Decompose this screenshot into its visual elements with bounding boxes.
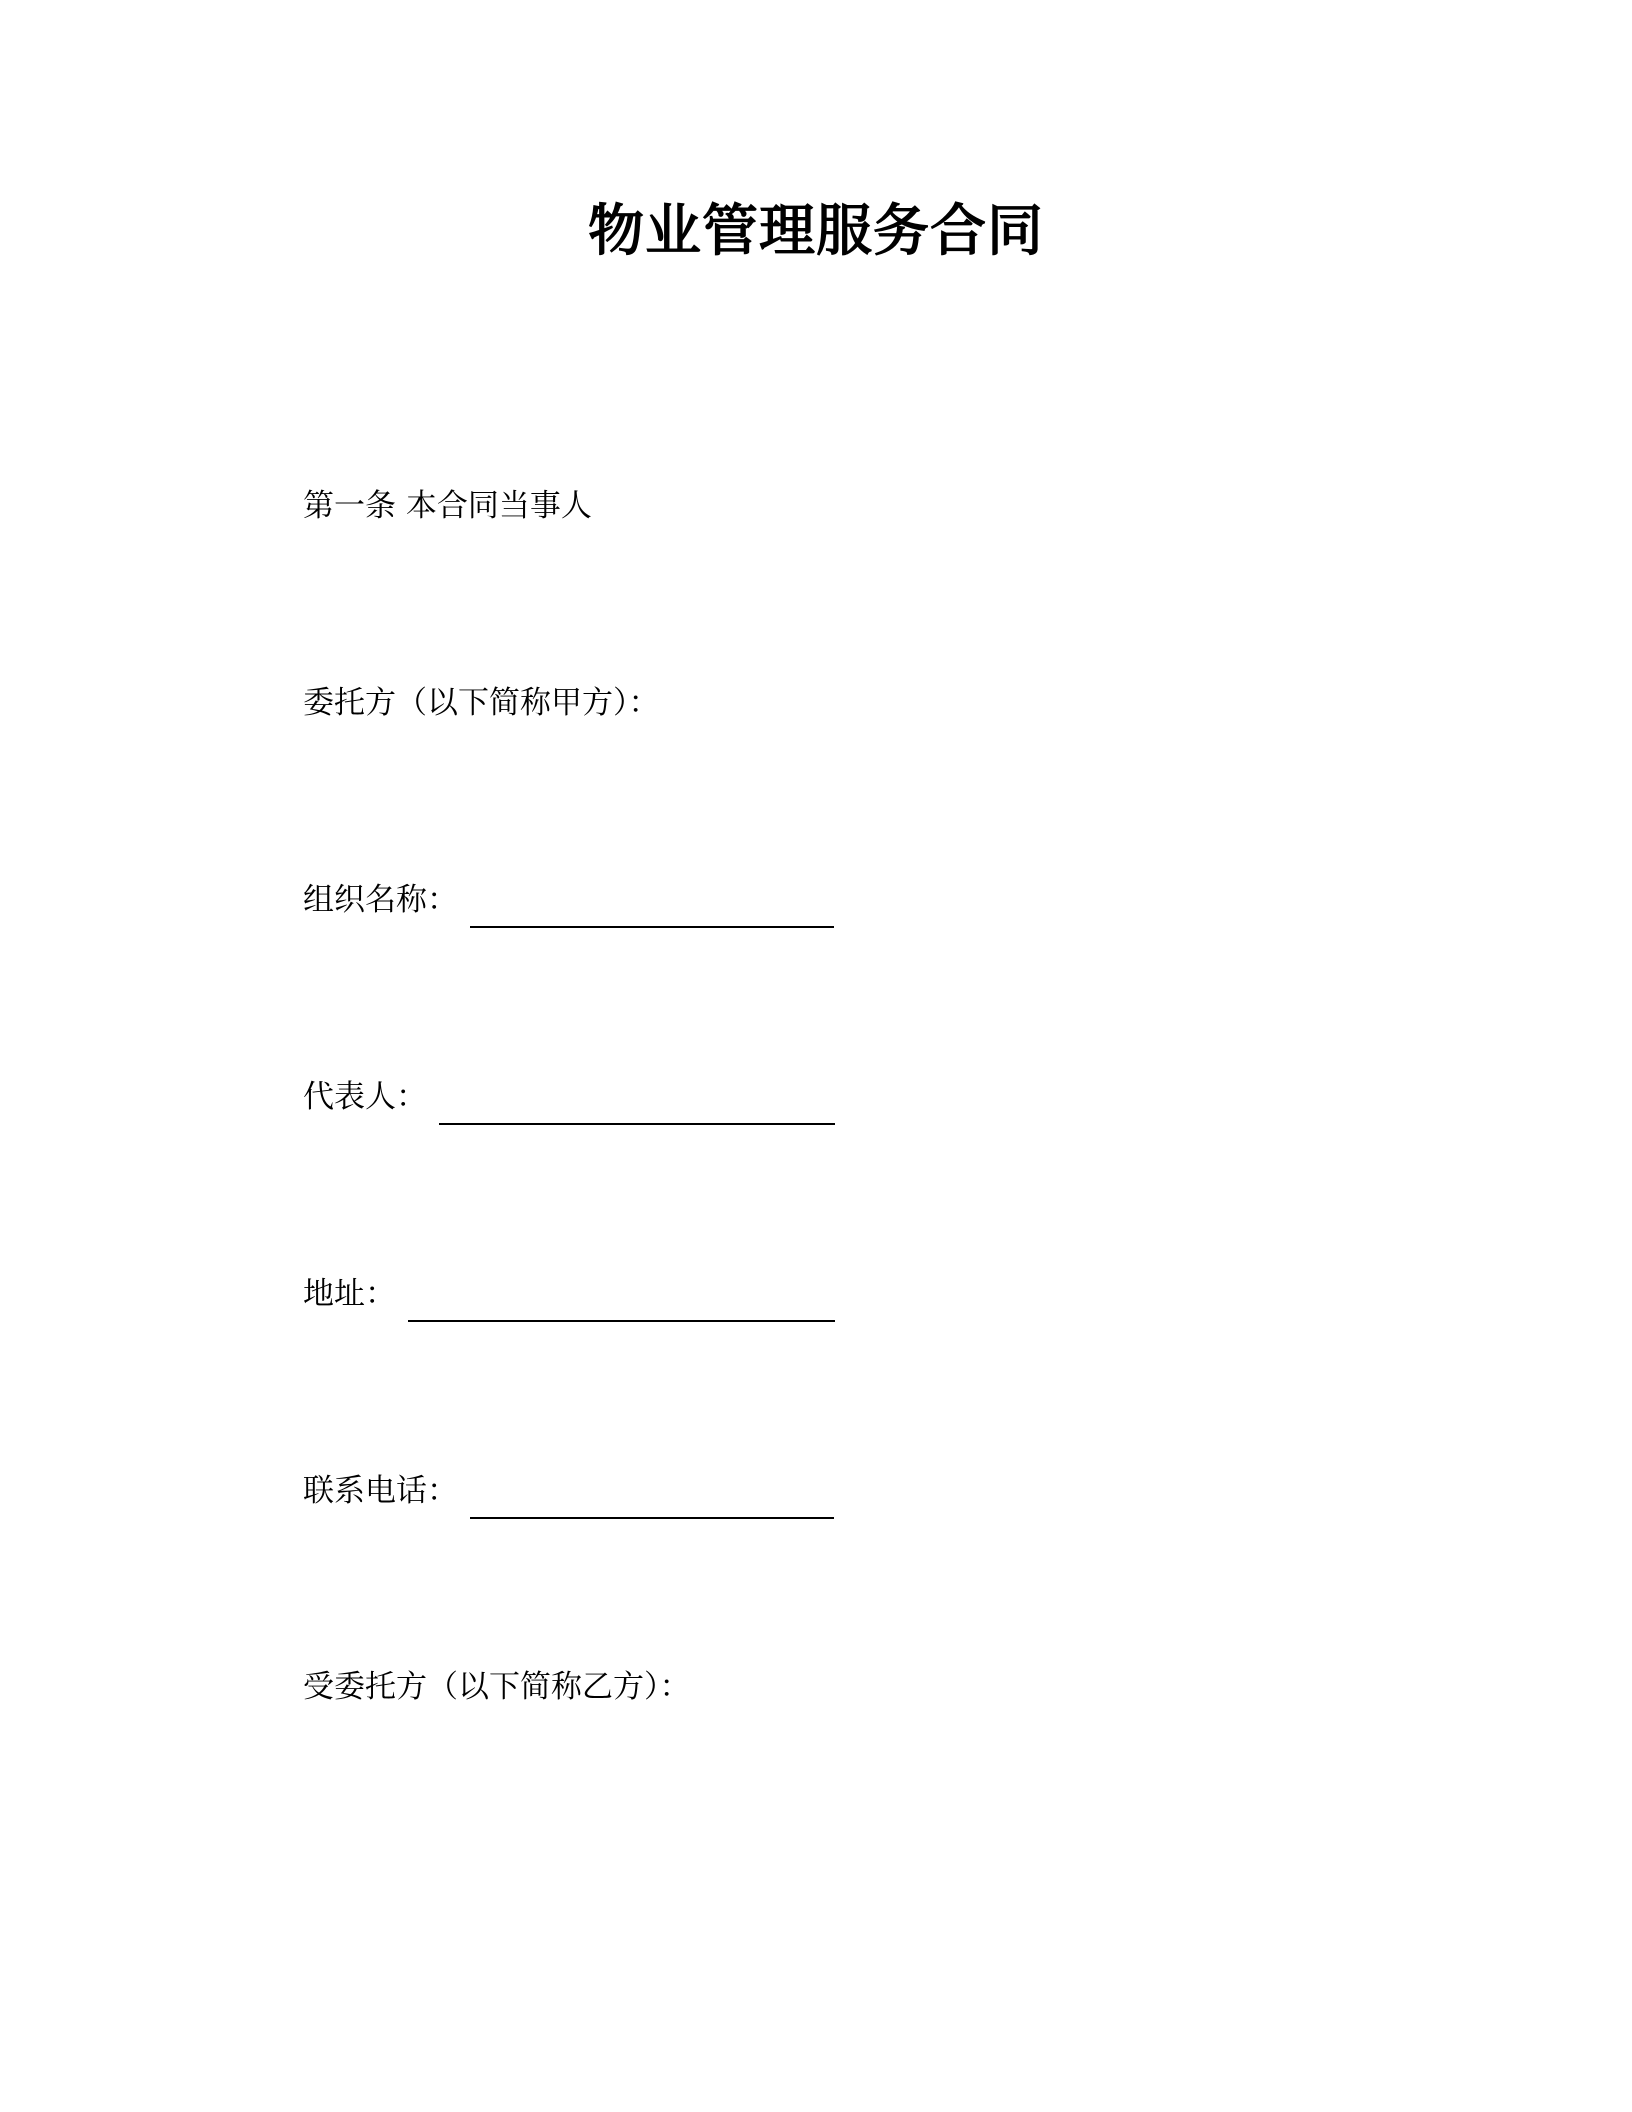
phone-blank[interactable] (470, 1487, 834, 1519)
party-b-heading: 受委托方（以下简称乙方）： (303, 1669, 691, 1705)
field-label-organization: 组织名称： (303, 882, 458, 918)
field-label-address: 地址： (303, 1276, 396, 1312)
field-row-representative (303, 1077, 835, 1117)
field-row-address (303, 1274, 835, 1314)
field-row-organization (303, 880, 834, 920)
field-label-phone: 联系电话： (303, 1473, 458, 1509)
document-title: 物业管理服务合同 (588, 199, 1044, 264)
organization-name-blank[interactable] (470, 896, 834, 928)
section-heading: 第一条 本合同当事人 (303, 488, 592, 524)
field-label-representative: 代表人： (303, 1079, 427, 1115)
address-blank[interactable] (408, 1290, 835, 1322)
representative-blank[interactable] (439, 1093, 835, 1125)
party-a-heading: 委托方（以下简称甲方）： (303, 685, 660, 721)
field-row-phone (303, 1471, 834, 1511)
